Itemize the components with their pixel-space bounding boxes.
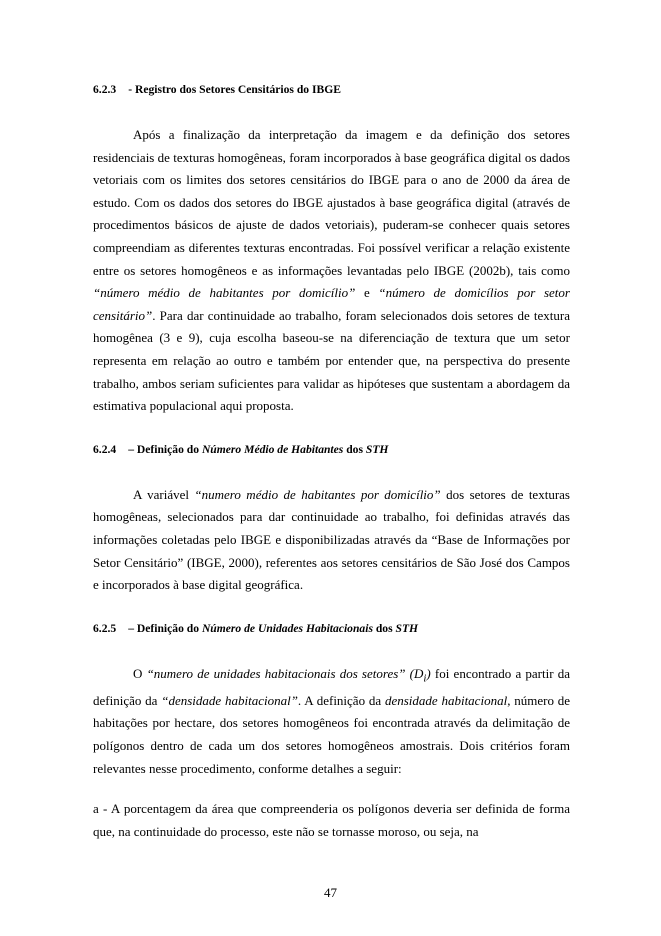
text-run: Após a finalização da interpretação da imagem e da definição dos setores residenciais de texturas homogêneas, foram incorporados à base geográfica digital os dados vetoriais com os limites dos setores censitários do IBGE para o ano de 2000 da área de estudo. Com os dados dos setores do IBGE ajustados à base geográfica digital (através de procedimentos básicos de ajuste de dados vetoriais), puderam-se conhecer quais setores compreendiam as diferentes texturas encontradas. Foi possível verificar a relação existente entre os setores homogêneos e as informações levantadas pelo IBGE (2002b), tais como (93, 127, 570, 278)
paragraph-numero-medio (93, 484, 570, 597)
text-run: “número médio de habitantes por domicílio” (93, 285, 356, 301)
text-run: “numero médio de habitantes por domicílio” (194, 486, 441, 502)
text-run: “densidade habitacional” (161, 692, 298, 708)
text-run: densidade habitacional (384, 692, 508, 708)
text-run: O (133, 665, 147, 681)
text-run: a - A porcentagem da área que compreenderia os polígonos deveria ser definida de forma que, na continuidade do processo, este não se tornasse moroso, ou seja, na (93, 801, 570, 839)
text-run: foi encontrado a partir da definição da (93, 665, 571, 708)
document-page (93, 78, 570, 843)
section-number: 6.2.5 (93, 621, 117, 635)
text-run: i (423, 672, 427, 685)
text-run: dos (372, 621, 396, 635)
text-run: dos (343, 442, 366, 456)
text-run: dos setores de texturas homogêneas, selecionados para dar continuidade ao trabalho, foi definidas através das informações coletadas pelo IBGE e disponibilizadas através da “Base de Informações por Setor Censitário” (IBGE, 2000), referentes aos setores censitários de São José dos Campos e incorporados à base digital geográfica. (93, 486, 570, 593)
section-heading-6-2-4 (93, 442, 570, 458)
section-heading-6-2-3 (93, 82, 570, 98)
text-run: “número de domicílios por setor censitário” (93, 285, 570, 323)
text-run: e (355, 285, 379, 301)
text-run: – Definição do (128, 442, 202, 456)
paragraph-criterio-a (93, 798, 570, 843)
section-number: 6.2.3 (93, 83, 117, 96)
section-title (128, 83, 341, 96)
text-run: “numero de unidades habitacionais dos setores” (D (146, 665, 424, 681)
section-title (128, 622, 418, 635)
text-run: - Registro dos Setores Censitários do IBGE (128, 83, 341, 96)
page-number: 47 (324, 885, 337, 900)
section-number: 6.2.4 (93, 442, 117, 456)
text-run: Número Médio de Habitantes (201, 442, 344, 456)
paragraph-unidades-habitacionais (93, 663, 570, 781)
text-run: . A definição da (297, 692, 385, 708)
text-run: STH (365, 442, 389, 456)
paragraph-setores-ibge (93, 124, 570, 418)
text-run: . Para dar continuidade ao trabalho, foram selecionados dois setores de textura homogênea (3 e 9), cuja escolha baseou-se na diferenciação de textura que um setor representa em relação ao outro e também por entender que, na perspectiva do presente trabalho, ambos seriam suficientes para validar as hipóteses que sustentam a abordagem da estimativa populacional aqui proposta. (93, 307, 570, 414)
text-run: A variável (133, 486, 195, 502)
text-run: ) (426, 665, 431, 681)
section-title (128, 443, 388, 456)
text-run: STH (395, 621, 419, 635)
text-run: , número de habitações por hectare, dos setores homogêneos foi encontrada através da delimitação de polígonos dentro de cada um dos setores homogêneos amostrais. Dois critérios foram relevantes nesse procedimento, conforme detalhes a seguir: (93, 692, 571, 776)
section-heading-6-2-5 (93, 621, 570, 637)
text-run: – Definição do (128, 621, 202, 635)
text-run: Número de Unidades Habitacionais (201, 621, 373, 635)
